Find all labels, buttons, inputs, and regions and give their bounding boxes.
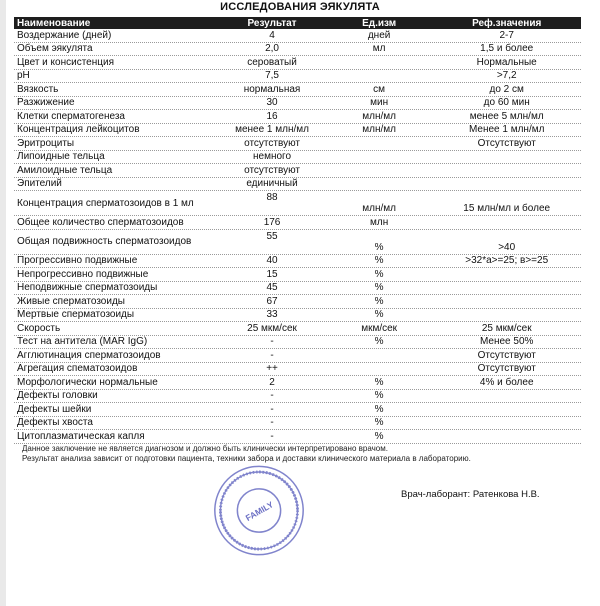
cell-unit: % xyxy=(374,282,384,294)
table-row xyxy=(14,255,581,269)
cell-name: Концентрация лейкоцитов xyxy=(17,124,140,136)
cell-ref: >7,2 xyxy=(496,70,517,82)
table-row xyxy=(14,83,581,97)
table-row xyxy=(14,110,581,124)
signature xyxy=(401,489,540,500)
table-row xyxy=(14,216,581,230)
cell-name: Объем эякулята xyxy=(17,43,93,55)
cell-name: pH xyxy=(17,70,30,82)
table-row xyxy=(14,376,581,390)
cell-result: - xyxy=(270,430,274,442)
cell-name: Вязкость xyxy=(17,83,59,95)
cell-unit: % xyxy=(374,376,384,388)
cell-result: 2 xyxy=(269,376,275,388)
cell-name: Общее количество сперматозоидов xyxy=(17,216,184,228)
cell-name: Концентрация сперматозоидов в 1 мл xyxy=(17,197,194,209)
header-unit: Ед.изм xyxy=(362,17,397,29)
cell-result: 16 xyxy=(266,110,278,122)
cell-result: отсутствуют xyxy=(244,164,300,176)
cell-ref: 4% и более xyxy=(479,376,534,388)
cell-result: 7,5 xyxy=(265,70,279,82)
cell-name: Мертвые сперматозоиды xyxy=(17,309,135,321)
cell-result: единичный xyxy=(246,178,298,190)
cell-result: 4 xyxy=(269,29,275,41)
cell-name: Агрегация спематозоидов xyxy=(17,363,138,375)
cell-unit: % xyxy=(374,241,384,253)
signature-label: Врач-лаборант: xyxy=(401,489,471,500)
cell-result: 176 xyxy=(263,216,281,228)
cell-result: 40 xyxy=(266,255,278,267)
lab-stamp xyxy=(212,463,306,558)
table-row xyxy=(14,178,581,192)
cell-unit: млн/мл xyxy=(362,203,396,214)
cell-unit: % xyxy=(374,403,384,415)
cell-result: менее 1 млн/мл xyxy=(235,124,309,136)
table-row xyxy=(14,230,581,255)
cell-ref: Отсутствуют xyxy=(477,363,536,375)
cell-result: 88 xyxy=(266,192,278,203)
cell-name: Скорость xyxy=(17,322,61,334)
table-row xyxy=(14,97,581,111)
header-result: Результат xyxy=(247,17,297,29)
cell-name: Тест на антитела (MAR IgG) xyxy=(17,336,148,348)
cell-result: 67 xyxy=(266,295,278,307)
cell-unit: % xyxy=(374,268,384,280)
table-row xyxy=(14,403,581,417)
cell-ref: Менее 50% xyxy=(479,336,534,348)
cell-name: Прогрессивно подвижные xyxy=(17,255,138,267)
disclaimer-line-2: Результат анализа зависит от подготовки пациента, техники забора и доставки клинического материала в лабораторию. xyxy=(22,454,471,463)
page-edge xyxy=(0,0,6,606)
cell-ref: 2-7 xyxy=(499,29,514,41)
cell-ref: до 60 мин xyxy=(483,97,530,109)
cell-name: Неподвижные сперматозоиды xyxy=(17,282,158,294)
cell-unit: млн/мл xyxy=(362,110,396,122)
cell-result: 55 xyxy=(266,230,278,242)
cell-result: - xyxy=(270,417,274,429)
stamp-center-text: FAMILY xyxy=(243,499,275,524)
table-row xyxy=(14,43,581,57)
table-row xyxy=(14,349,581,363)
cell-ref: 15 млн/мл и более xyxy=(463,203,551,214)
cell-result: 25 мкм/сек xyxy=(247,322,297,334)
cell-result: - xyxy=(270,403,274,415)
cell-unit: млн xyxy=(369,216,389,228)
cell-ref: >32*а>=25; в>=25 xyxy=(465,255,549,267)
table-header xyxy=(14,17,581,29)
cell-unit: млн/мл xyxy=(362,124,396,136)
cell-name: Дефекты хвоста xyxy=(17,417,93,429)
table-row xyxy=(14,282,581,296)
cell-unit: % xyxy=(374,390,384,402)
cell-name: Непрогрессивно подвижные xyxy=(17,268,149,280)
table-row xyxy=(14,124,581,138)
table-row xyxy=(14,309,581,323)
cell-ref: Менее 1 млн/мл xyxy=(468,124,545,136)
cell-unit: % xyxy=(374,430,384,442)
cell-ref: >40 xyxy=(498,241,516,253)
cell-name: Липоидные тельца xyxy=(17,151,105,163)
cell-name: Эпителий xyxy=(17,178,62,190)
cell-name: Дефекты головки xyxy=(17,390,98,402)
cell-unit: мин xyxy=(370,97,389,109)
cell-result: - xyxy=(270,336,274,348)
table-row xyxy=(14,164,581,178)
cell-result: отсутствуют xyxy=(244,137,300,149)
cell-unit: мл xyxy=(372,43,386,55)
cell-name: Эритроциты xyxy=(17,137,75,149)
table-row xyxy=(14,70,581,84)
table-row xyxy=(14,29,581,43)
cell-ref: Отсутствуют xyxy=(477,137,536,149)
cell-unit: % xyxy=(374,255,384,267)
cell-name: Разжижение xyxy=(17,97,75,109)
cell-name: Клетки сперматогенеза xyxy=(17,110,125,122)
cell-name: Живые сперматозоиды xyxy=(17,295,125,307)
table-row xyxy=(14,336,581,350)
table-row xyxy=(14,151,581,165)
table-row xyxy=(14,322,581,336)
cell-result: - xyxy=(270,349,274,361)
cell-name: Морфологически нормальные xyxy=(17,376,158,388)
cell-ref: 25 мкм/сек xyxy=(481,322,532,334)
table-row xyxy=(14,417,581,431)
cell-ref: менее 5 млн/мл xyxy=(469,110,544,122)
cell-unit: % xyxy=(374,417,384,429)
header-name: Наименование xyxy=(17,17,91,29)
cell-unit: % xyxy=(374,336,384,348)
table-row xyxy=(14,430,581,444)
cell-result: 45 xyxy=(266,282,278,294)
cell-result: 15 xyxy=(266,268,278,280)
table-row xyxy=(14,390,581,404)
table-row xyxy=(14,295,581,309)
table-row xyxy=(14,56,581,70)
cell-unit: % xyxy=(374,309,384,321)
cell-result: 2,0 xyxy=(265,43,279,55)
cell-ref: до 2 см xyxy=(489,83,524,95)
table-row xyxy=(14,268,581,282)
cell-unit: мкм/сек xyxy=(361,322,398,334)
cell-result: 33 xyxy=(266,309,278,321)
cell-result: ++ xyxy=(266,363,278,375)
cell-name: Цитоплазматическая капля xyxy=(17,430,145,442)
table-row xyxy=(14,191,581,216)
cell-name: Амилоидные тельца xyxy=(17,164,113,176)
cell-ref: Отсутствуют xyxy=(477,349,536,361)
cell-unit: % xyxy=(374,295,384,307)
cell-result: нормальная xyxy=(243,83,301,95)
cell-name: Общая подвижность сперматозоидов xyxy=(17,236,192,247)
cell-ref: Нормальные xyxy=(476,56,537,68)
cell-result: - xyxy=(270,390,274,402)
signature-name: Ратенкова Н.В. xyxy=(472,489,540,500)
cell-ref: 1,5 и более xyxy=(480,43,534,55)
results-table xyxy=(14,17,581,444)
cell-result: немного xyxy=(253,151,292,163)
disclaimer xyxy=(22,444,471,464)
page-title: ИССЛЕДОВАНИЯ ЭЯКУЛЯТА xyxy=(220,1,380,13)
cell-result: 30 xyxy=(266,97,278,109)
cell-unit: дней xyxy=(367,29,391,41)
cell-unit: см xyxy=(373,83,386,95)
disclaimer-line-1: Данное заключение не является диагнозом и должно быть клинически интерпретировано врачом. xyxy=(22,444,388,453)
cell-name: Агглютинация сперматозоидов xyxy=(17,349,161,361)
cell-name: Воздержание (дней) xyxy=(17,29,112,41)
cell-name: Дефекты шейки xyxy=(17,403,92,415)
header-ref: Реф.значения xyxy=(472,17,542,29)
cell-result: сероватый xyxy=(247,56,297,68)
table-body xyxy=(14,29,581,444)
cell-name: Цвет и консистенция xyxy=(17,56,114,68)
table-row xyxy=(14,137,581,151)
table-row xyxy=(14,363,581,377)
